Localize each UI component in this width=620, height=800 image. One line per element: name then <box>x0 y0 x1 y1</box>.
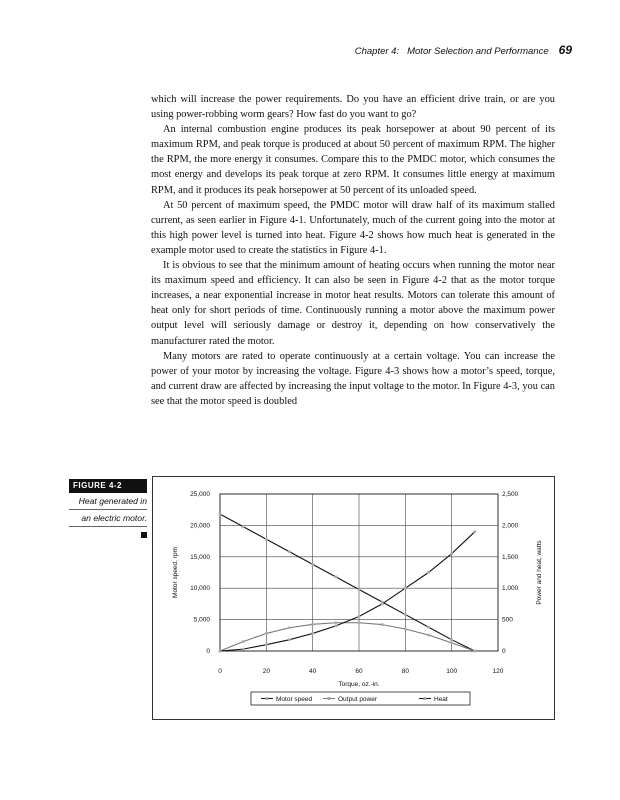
y-tick-label: 5,000 <box>193 616 210 624</box>
data-point <box>219 513 222 516</box>
x-axis-label: Torque, oz.-in. <box>338 681 380 688</box>
paragraph: It is obvious to see that the minimum amount of heating occurs when running the motor near its maximum speed and efficiency. It can also be seen in Figure 4-2 that as the motor torque increases, a near exponential increase in motor heat results. Motors can tolerate this amount of heat only for short periods of time. Continuously running a motor above the maximum power output level will seriously damage or destroy it, depending on how conservatively the manufacturer rated the motor. <box>151 260 555 347</box>
running-header <box>355 43 572 57</box>
figure-caption-line: Heat generated in <box>69 493 147 510</box>
y-tick-label: 20,000 <box>190 522 210 530</box>
data-point <box>404 628 407 631</box>
y-axis-label: Motor speed, rpm <box>172 547 179 598</box>
page-number: 69 <box>558 43 572 57</box>
data-point <box>358 588 361 591</box>
data-point <box>404 613 407 616</box>
data-point <box>358 621 361 624</box>
body-text <box>151 92 555 409</box>
chapter-title: Motor Selection and Performance <box>407 46 549 57</box>
legend-label: Motor speed <box>276 696 313 703</box>
data-point <box>427 626 430 629</box>
data-point <box>450 642 453 645</box>
legend-marker <box>424 697 427 700</box>
data-point <box>288 626 291 629</box>
y-tick-label: 15,000 <box>190 553 210 561</box>
data-point <box>450 638 453 641</box>
x-tick-label: 100 <box>446 668 458 675</box>
data-point <box>265 538 268 541</box>
data-point <box>311 563 314 566</box>
legend-label: Heat <box>434 696 448 703</box>
data-point <box>404 587 407 590</box>
y2-tick-label: 500 <box>502 616 513 624</box>
data-point <box>450 552 453 555</box>
data-point <box>242 525 245 528</box>
y-tick-label: 25,000 <box>190 491 210 498</box>
y2-tick-label: 1,000 <box>502 585 519 593</box>
y2-tick-label: 2,000 <box>502 522 519 530</box>
figure-chart <box>152 476 555 720</box>
data-point <box>427 634 430 637</box>
square-bullet-icon <box>141 532 147 538</box>
paragraph: An internal combustion engine produces its peak horsepower at about 90 percent of its maximum RPM, and peak torque is produced at about 50 percent of maximum RPM. The higher the RPM, the more energy it consumes. Compare this to the PMDC motor, which consumes the most energy and develops its peak torque at zero RPM. It consumes little energy at maximum RPM, and it produces its peak horsepower at 50 percent of its unloaded speed. <box>151 124 555 196</box>
data-point <box>474 530 477 533</box>
data-point <box>219 650 222 653</box>
data-point <box>265 643 268 646</box>
data-point <box>381 603 384 606</box>
data-point <box>474 650 477 653</box>
figure-caption-line: an electric motor. <box>69 510 147 527</box>
paragraph: At 50 percent of maximum speed, the PMDC motor will draw half of its maximum stalled current, as seen earlier in Figure 4-1. Unfortunately, much of the current going into the motor at this high power level is turned into heat. Figure 4-2 shows how much heat is generated in the example motor used to create the statistics in Figure 4-1. <box>151 199 555 256</box>
data-point <box>358 615 361 618</box>
y2-axis-label: Power and heat, watts <box>536 540 543 605</box>
chapter-label: Chapter 4: <box>354 46 400 57</box>
data-point <box>288 550 291 553</box>
data-point <box>265 632 268 635</box>
y-tick-label: 0 <box>206 648 210 655</box>
x-tick-label: 0 <box>218 668 222 675</box>
data-point <box>311 623 314 626</box>
y-tick-label: 10,000 <box>190 585 210 593</box>
y2-tick-label: 0 <box>502 648 506 655</box>
data-point <box>311 632 314 635</box>
figure-label <box>69 479 147 538</box>
data-point <box>381 623 384 626</box>
data-point <box>242 640 245 643</box>
series-line-heat <box>220 532 475 651</box>
legend-marker <box>328 697 331 700</box>
series-line-motor-speed <box>220 514 475 651</box>
y2-tick-label: 2,500 <box>502 491 519 498</box>
legend-label: Output power <box>338 696 378 703</box>
x-tick-label: 120 <box>492 668 504 675</box>
data-point <box>427 571 430 574</box>
chart-svg <box>153 477 554 719</box>
data-point <box>288 638 291 641</box>
data-point <box>335 625 338 628</box>
data-point <box>242 648 245 651</box>
figure-tag: FIGURE 4-2 <box>69 479 147 493</box>
data-point <box>335 576 338 579</box>
data-point <box>335 621 338 624</box>
x-tick-label: 40 <box>309 668 317 675</box>
paragraph: Many motors are rated to operate continuously at a certain voltage. You can increase the power of your motor by increasing the voltage. Figure 4-3 shows how a motor’s speed, torque, and current draw are affected by increasing the input voltage to the motor. In Figure 4-3, you can see that the motor speed is doubled <box>151 350 555 407</box>
x-tick-label: 60 <box>355 668 363 675</box>
x-tick-label: 80 <box>401 668 409 675</box>
y2-tick-label: 1,500 <box>502 553 519 561</box>
legend-marker <box>266 697 269 700</box>
x-tick-label: 20 <box>262 668 270 675</box>
figure-caption <box>69 493 147 527</box>
paragraph: which will increase the power requirements. Do you have an efficient drive train, or are you using power-robbing worm gears? How fast do you want to go? <box>151 94 555 121</box>
